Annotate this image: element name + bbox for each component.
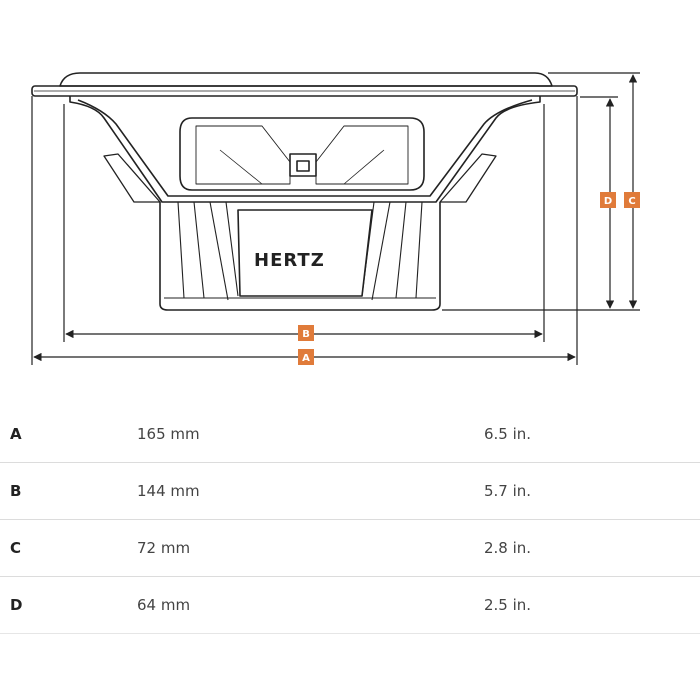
spec-key: C [10,539,22,557]
spec-key: A [10,425,22,443]
spec-value-inch: 6.5 in. [484,425,532,443]
spec-row-d [0,577,700,634]
svg-text:A: A [302,353,310,364]
svg-text:C: C [628,196,636,207]
spec-value-mm: 72 mm [137,539,191,557]
dimension-badge-a [298,349,314,365]
dimension-badge-c [624,192,640,208]
svg-text:B: B [302,329,310,340]
spec-row-a [0,406,700,463]
spec-key: B [10,482,22,500]
speaker-outline [32,73,577,310]
spec-value-mm: 144 mm [137,482,200,500]
dimension-badge-d [600,192,616,208]
spec-value-inch: 2.8 in. [484,539,532,557]
dimension-spec-table [0,406,700,634]
spec-value-mm: 64 mm [137,596,191,614]
spec-row-c [0,520,700,577]
spec-row-b [0,463,700,520]
spec-key: D [10,596,23,614]
spec-value-mm: 165 mm [137,425,200,443]
svg-text:D: D [603,196,613,207]
spec-value-inch: 5.7 in. [484,482,532,500]
brand-logo-text: HERTZ [254,250,325,271]
dimension-lines [32,73,640,365]
spec-value-inch: 2.5 in. [484,596,532,614]
dimension-badge-b [298,325,314,341]
